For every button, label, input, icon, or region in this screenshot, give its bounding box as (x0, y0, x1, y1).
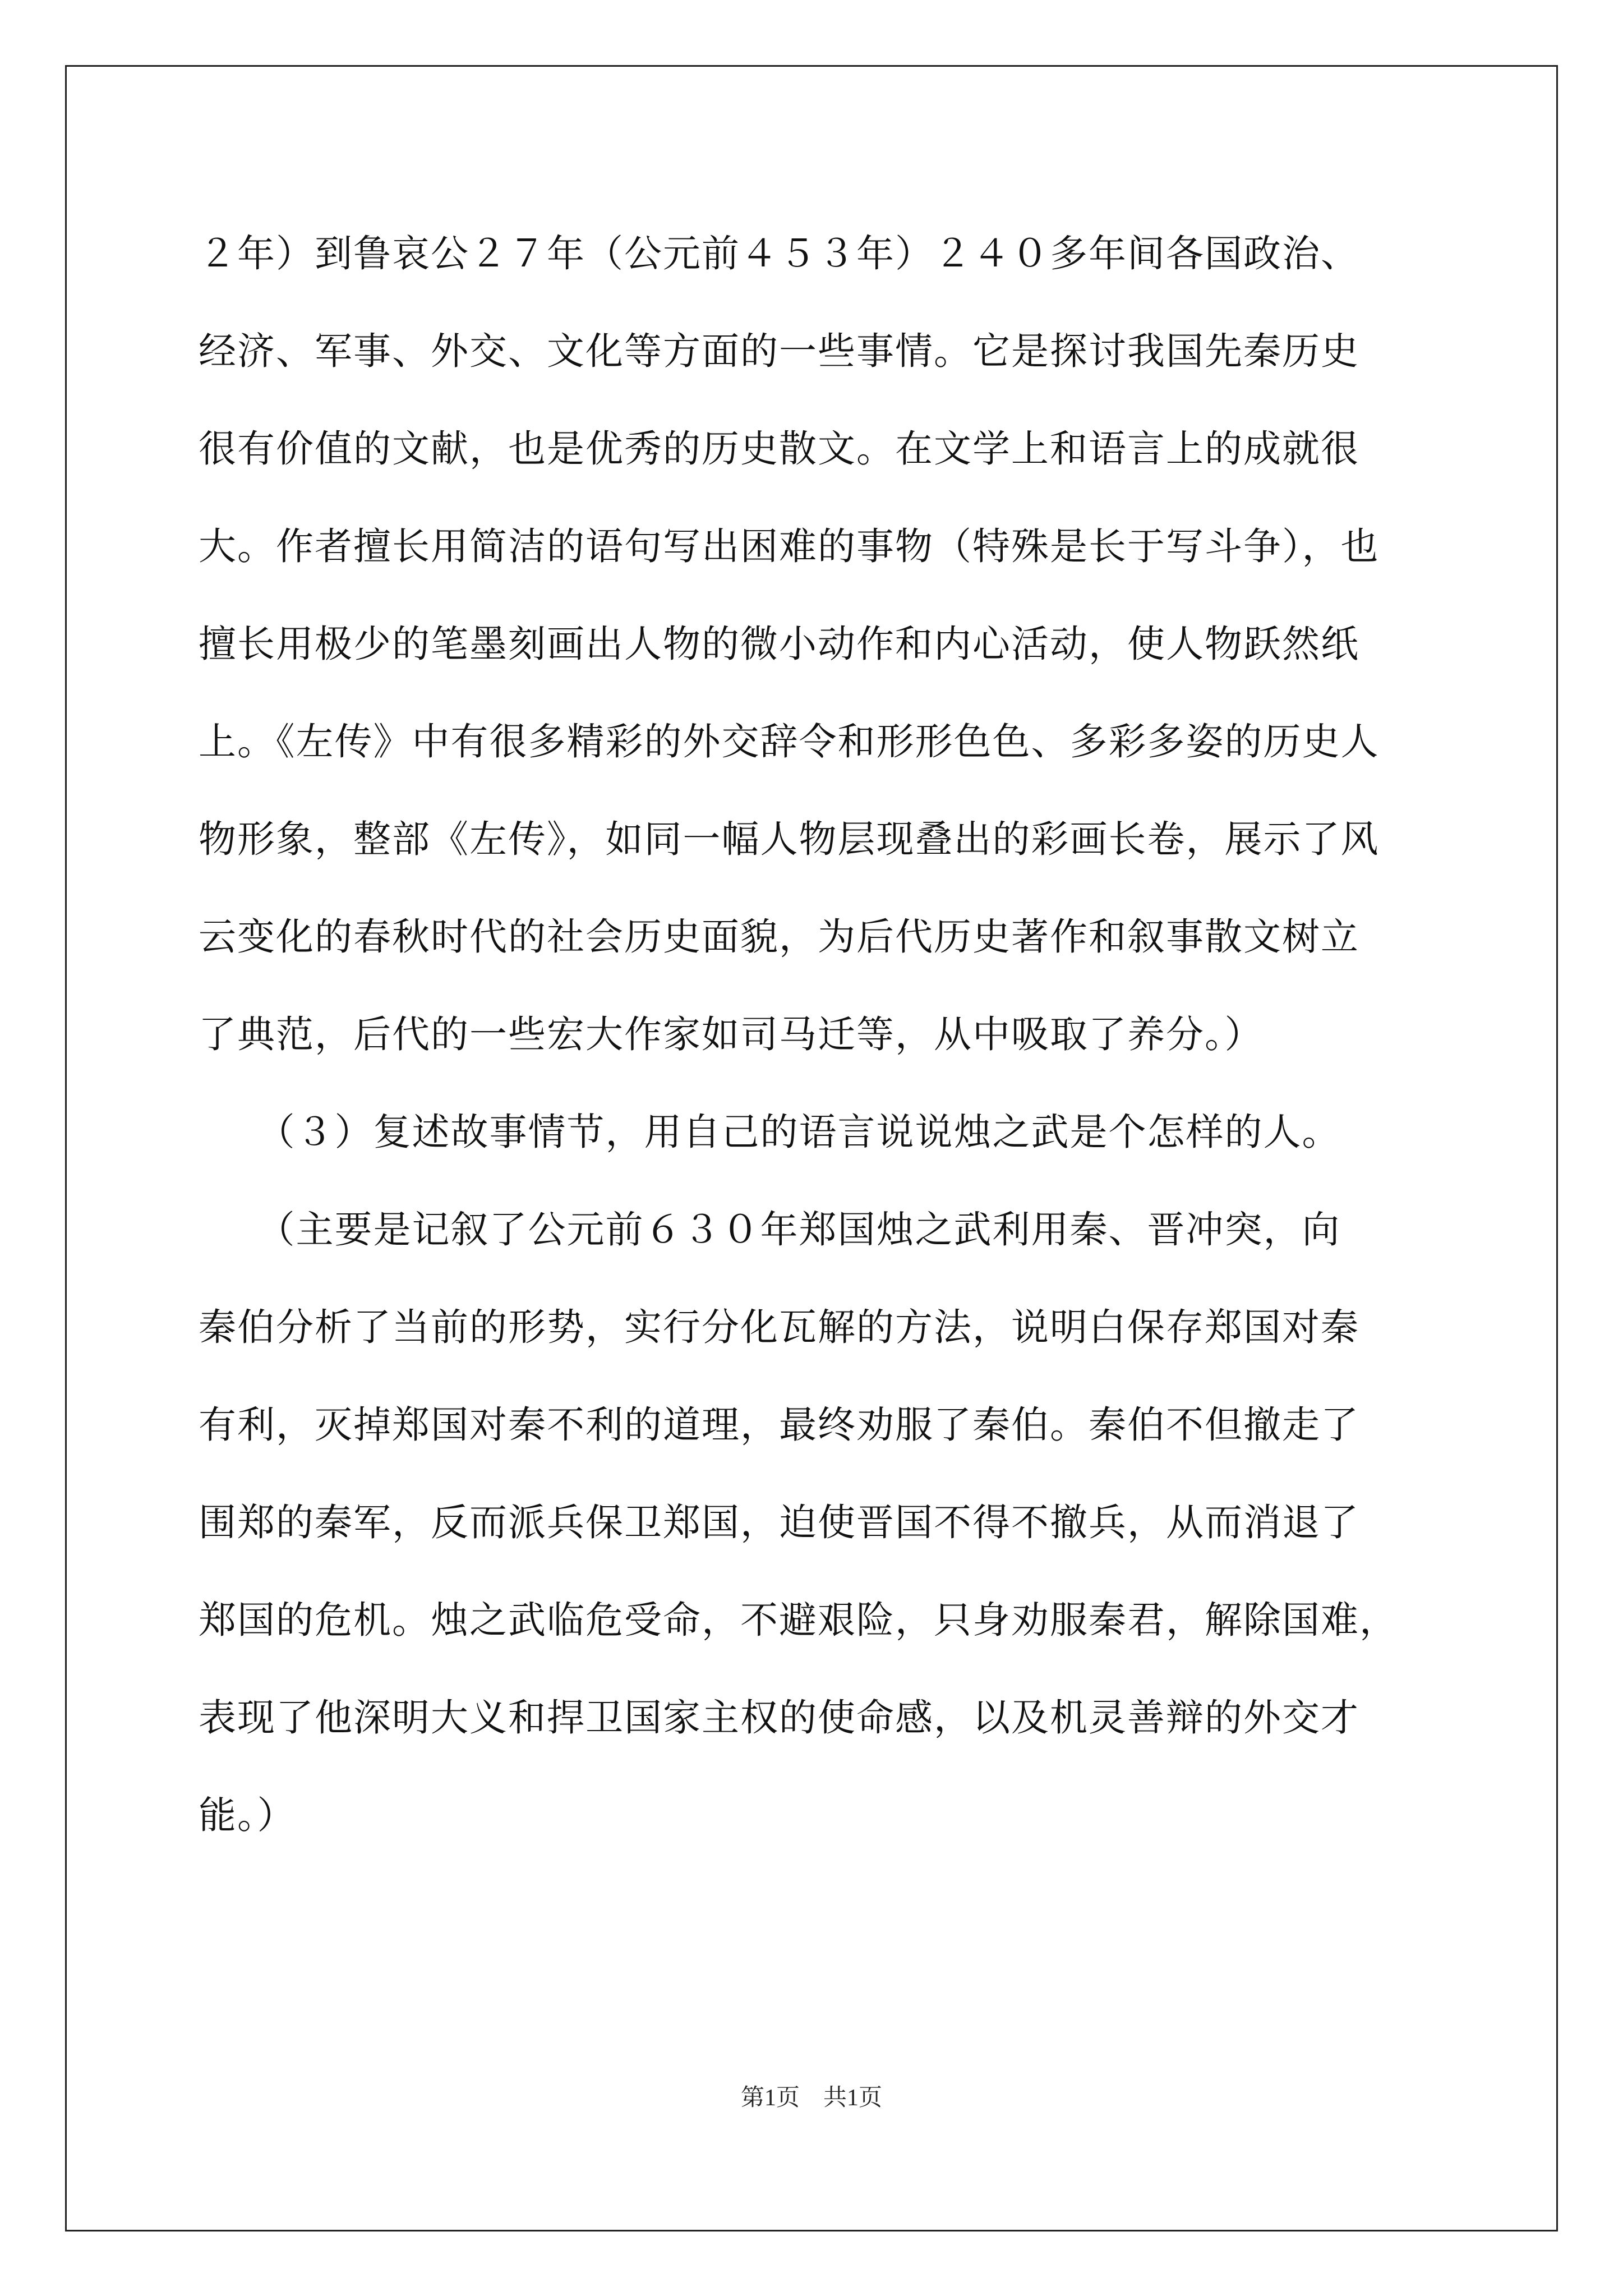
text-line: 大。作者擅长用简洁的语句写出困难的事物（特殊是长于写斗争），也 (199, 524, 1380, 568)
text-line: ２年）到鲁哀公２７年（公元前４５３年）２４０多年间各国政治、 (199, 232, 1359, 275)
page-footer: 第1页 共1页 (740, 2085, 882, 2111)
text-line: 上。《左传》中有很多精彩的外交辞令和形形色色、多彩多姿的历史人 (199, 720, 1380, 763)
text-line: 表现了他深明大义和捍卫国家主权的使命感，以及机灵善辩的外交才 (199, 1696, 1359, 1740)
document-body (199, 205, 1427, 1864)
text-line: 有利，灭掉郑国对秦不利的道理，最终劝服了秦伯。秦伯不但撤走了 (199, 1403, 1359, 1447)
text-line: 能。） (199, 1793, 296, 1837)
text-line: 经济、军事、外交、文化等方面的一些事情。它是探讨我国先秦历史 (199, 329, 1359, 373)
text-line: （主要是记叙了公元前６３０年郑国烛之武利用秦、晋冲突，向 (199, 1208, 1341, 1251)
text-line: 了典范，后代的一些宏大作家如司马迁等，从中吸取了养分。） (199, 1013, 1264, 1056)
text-line: 物形象，整部《左传》，如同一幅人物层现叠出的彩画长卷，展示了风 (199, 817, 1380, 861)
text-line: 秦伯分析了当前的形势，实行分化瓦解的方法，说明白保存郑国对秦 (199, 1305, 1359, 1349)
text-line: 很有价值的文献，也是优秀的历史散文。在文学上和语言上的成就很 (199, 427, 1359, 471)
text-line: 围郑的秦军，反而派兵保卫郑国，迫使晋国不得不撤兵，从而消退了 (199, 1501, 1359, 1544)
text-line: 擅长用极少的笔墨刻画出人物的微小动作和内心活动，使人物跃然纸 (199, 622, 1359, 666)
text-line: 郑国的危机。烛之武临危受命，不避艰险，只身劝服秦君，解除国难， (199, 1598, 1398, 1642)
text-line: 云变化的春秋时代的社会历史面貌，为后代历史著作和叙事散文树立 (199, 915, 1359, 959)
text-line: （３）复述故事情节，用自己的语言说说烛之武是个怎样的人。 (199, 1110, 1341, 1154)
